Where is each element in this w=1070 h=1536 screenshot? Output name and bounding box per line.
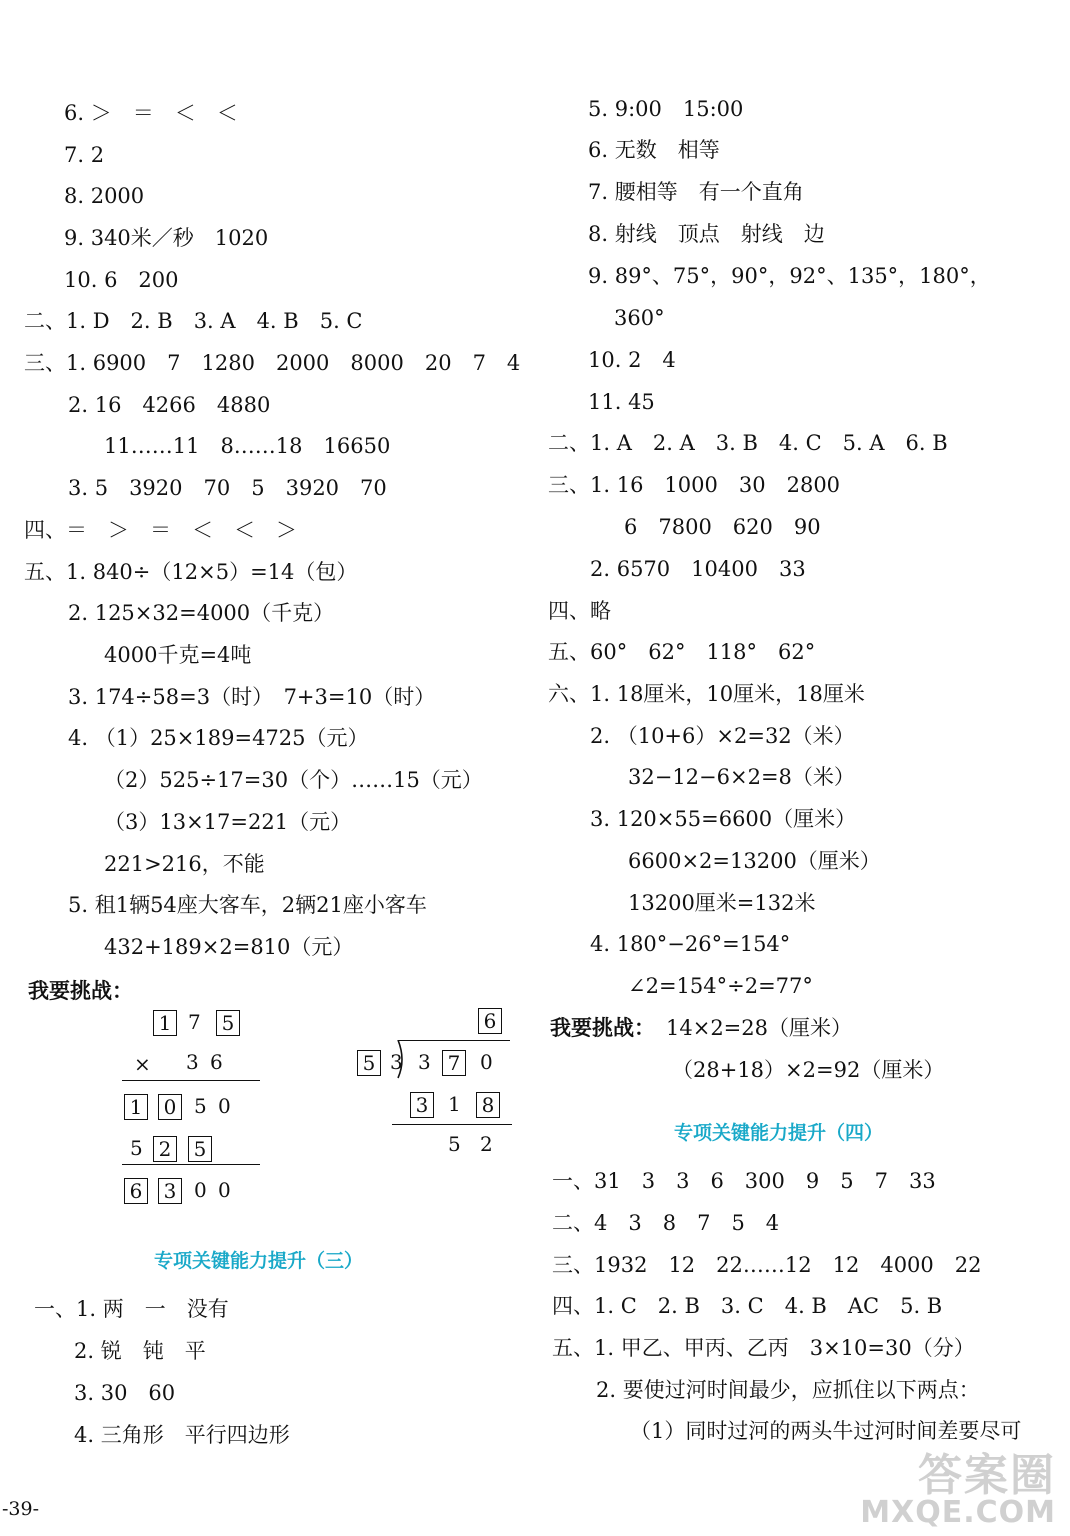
answer-line: 8. 射线 顶点 射线 边 [588,222,825,246]
answer-line: （3）13×17=221（元） [104,810,352,834]
answer-line: 3. 174÷58=3（时） 7+3=10（时） [68,685,436,709]
challenge-label: 我要挑战： [550,1016,655,1040]
answer-line: 2. 要使过河时间最少，应抓住以下两点： [596,1378,980,1402]
digit: 5 [448,1132,461,1156]
answer-line: 一、1. 两 一 没有 [34,1297,229,1321]
digit: 3 [390,1050,403,1074]
answer-line: 2. 125×32=4000（千克） [68,601,335,625]
digit: 0 [194,1178,207,1202]
answer-line: 6. ＞ ＝ ＜ ＜ [64,101,238,125]
digit-box: 5 [357,1050,381,1076]
answer-line: 2. 6570 10400 33 [590,557,806,581]
digit: 6 [210,1050,223,1074]
digit-box: 7 [442,1050,466,1076]
answer-line: 5. 9:00 15:00 [588,97,744,121]
watermark-text: 答案圈 [918,1450,1056,1501]
answer-line: 四、＝ ＞ ＝ ＜ ＜ ＞ [24,518,297,542]
rule-line [122,1164,260,1165]
answer-line: 5. 租1辆54座大客车，2辆21座小客车 [68,893,427,917]
answer-line: 7. 腰相等 有一个直角 [588,180,804,204]
answer-line: 六、1. 18厘米，10厘米，18厘米 [548,682,865,706]
answer-line: 32−12−6×2=8（米） [628,765,855,789]
answer-line: 2. （10+6）×2=32（米） [590,724,855,748]
answer-line: 9. 340米／秒 1020 [64,226,269,250]
digit-box: 1 [124,1094,148,1120]
answer-line: 6. 无数 相等 [588,138,720,162]
rule-line [392,1124,512,1125]
digit-box: 3 [158,1178,182,1204]
answer-line: 4. （1）25×189=4725（元） [68,726,369,750]
answer-line: 360° [614,306,665,330]
answer-line: 13200厘米=132米 [628,891,816,915]
watermark-url: MXQE.COM [860,1495,1056,1530]
answer-line: 2. 锐 钝 平 [74,1339,206,1363]
digit: 1 [448,1092,461,1116]
section-heading: 专项关键能力提升（四） [674,1122,884,1144]
challenge-label: 我要挑战： [28,979,133,1003]
answer-line: 8. 2000 [64,184,145,208]
answer-line: 6600×2=13200（厘米） [628,849,881,873]
answer-line: 一、31 3 3 6 300 9 5 7 33 [552,1169,936,1193]
digit: 2 [480,1132,493,1156]
digit: 3 [186,1050,199,1074]
digit: 7 [188,1010,201,1034]
division-bracket [394,1040,408,1080]
answer-line: 14×2=28（厘米） [666,1016,852,1040]
digit: 5 [130,1136,143,1160]
answer-line: 432+189×2=810（元） [104,935,354,959]
answer-line: 三、1. 16 1000 30 2800 [548,473,841,497]
answer-line: 2. 16 4266 4880 [68,393,271,417]
digit: 0 [218,1094,231,1118]
answer-line: 6 7800 620 90 [624,515,821,539]
page-number: -39- [2,1498,40,1520]
answer-line: 五、60° 62° 118° 62° [548,640,816,664]
answer-line: 3. 30 60 [74,1381,176,1405]
answer-line: 9. 89°、75°，90°，92°、135°，180°， [588,264,991,288]
rule-line [122,1080,260,1081]
answer-line: 10. 2 4 [588,348,676,372]
section-heading: 专项关键能力提升（三） [154,1250,364,1272]
answer-line: 11……11 8……18 16650 [104,434,391,458]
answer-line: 4. 三角形 平行四边形 [74,1423,290,1447]
answer-line: 三、1932 12 22……12 12 4000 22 [552,1253,982,1277]
answer-line: 4. 180°−26°=154° [590,932,791,956]
times-sign: × [134,1052,151,1076]
digit-box: 5 [216,1010,240,1036]
answer-line: 7. 2 [64,143,105,167]
digit: 0 [480,1050,493,1074]
digit: 0 [218,1178,231,1202]
digit-box: 6 [124,1178,148,1204]
answer-line: 二、1. D 2. B 3. A 4. B 5. C [24,309,363,333]
answer-line: 221>216，不能 [104,852,265,876]
digit-box: 1 [153,1010,177,1036]
answer-line: ∠2=154°÷2=77° [628,974,813,998]
answer-line: （1）同时过河的两头牛过河时间差要尽可 [630,1419,1022,1443]
answer-line: （2）525÷17=30（个）……15（元） [104,768,483,792]
answer-line: 五、1. 840÷（12×5）=14（包） [24,560,358,584]
digit-box: 8 [476,1092,500,1118]
watermark-logo [860,1450,1056,1530]
answer-line: 四、1. C 2. B 3. C 4. B AC 5. B [552,1294,943,1318]
answer-line: 10. 6 200 [64,268,179,292]
answer-line: （28+18）×2=92（厘米） [672,1058,945,1082]
answer-line: 二、4 3 8 7 5 4 [552,1211,780,1235]
answer-line: 3. 120×55=6600（厘米） [590,807,857,831]
answer-line: 四、略 [548,599,611,623]
digit-box: 0 [158,1094,182,1120]
answer-line: 五、1. 甲乙、甲丙、乙丙 3×10=30（分） [552,1336,975,1360]
answer-line: 11. 45 [588,390,655,414]
digit-box: 3 [410,1092,434,1118]
digit-box: 5 [188,1136,212,1162]
digit-box: 6 [478,1008,502,1034]
digit-box: 2 [153,1136,177,1162]
division-bar [398,1040,510,1041]
digit: 5 [194,1094,207,1118]
answer-line: 三、1. 6900 7 1280 2000 8000 20 7 4 [24,351,521,375]
answer-line: 二、1. A 2. A 3. B 4. C 5. A 6. B [548,431,948,455]
answer-line: 3. 5 3920 70 5 3920 70 [68,476,387,500]
answer-line: 4000千克=4吨 [104,643,252,667]
digit: 3 [418,1050,431,1074]
